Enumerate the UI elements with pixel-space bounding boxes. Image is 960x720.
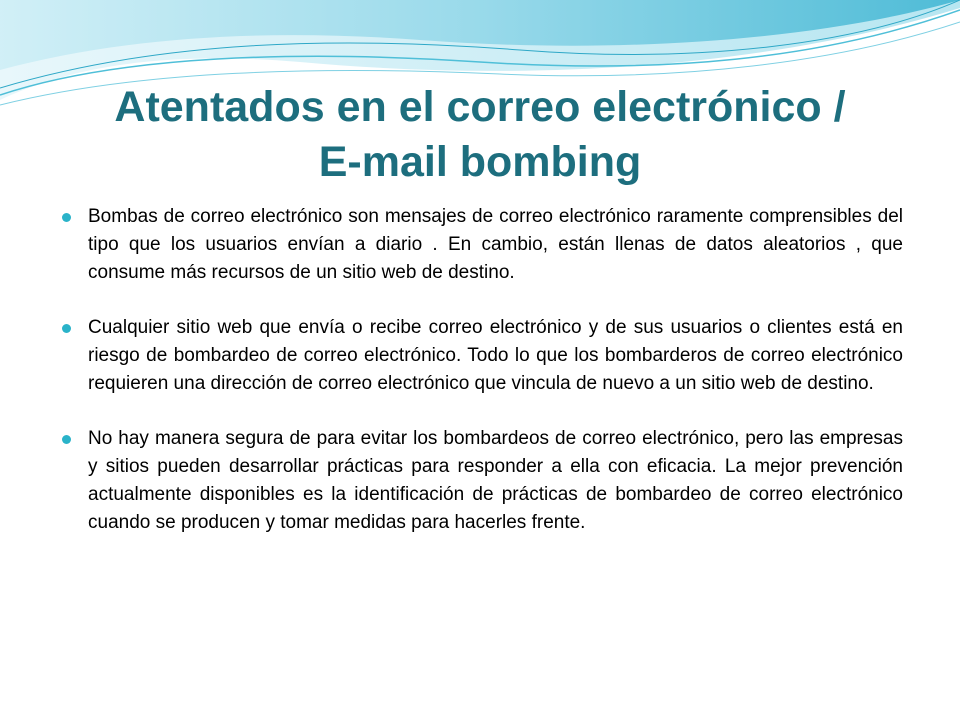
bullet-item [60,425,903,537]
bullet-list [60,203,903,564]
bullet-text: Cualquier sitio web que envía o recibe correo electrónico y de sus usuarios o clientes está en riesgo de bombardeo de correo electrónico. Todo lo que los bombarderos de correo electrónico requieren una dirección de correo electrónico que vincula de nuevo a un sitio web de destino. [88,317,903,394]
bullet-dot-icon [62,435,71,444]
slide-title-line-1: Atentados en el correo electrónico / [114,83,846,131]
slide-title-line-2: E-mail bombing [318,138,642,186]
bullet-text: No hay manera segura de para evitar los bombardeos de correo electrónico, pero las empresas y sitios pueden desarrollar prácticas para responder a ella con eficacia. La mejor prevención actualmente disponibles es la identificación de prácticas de bombardeo de correo electrónico cuando se producen y tomar medidas para hacerles frente. [88,428,903,533]
bullet-dot-icon [62,213,71,222]
bullet-text: Bombas de correo electrónico son mensajes de correo electrónico raramente comprensibles del tipo que los usuarios envían a diario . En cambio, están llenas de datos aleatorios , que consume más recursos de un sitio web de destino. [88,206,903,283]
bullet-item [60,314,903,398]
bullet-dot-icon [62,324,71,333]
bullet-item [60,203,903,287]
slide-title [40,80,920,190]
